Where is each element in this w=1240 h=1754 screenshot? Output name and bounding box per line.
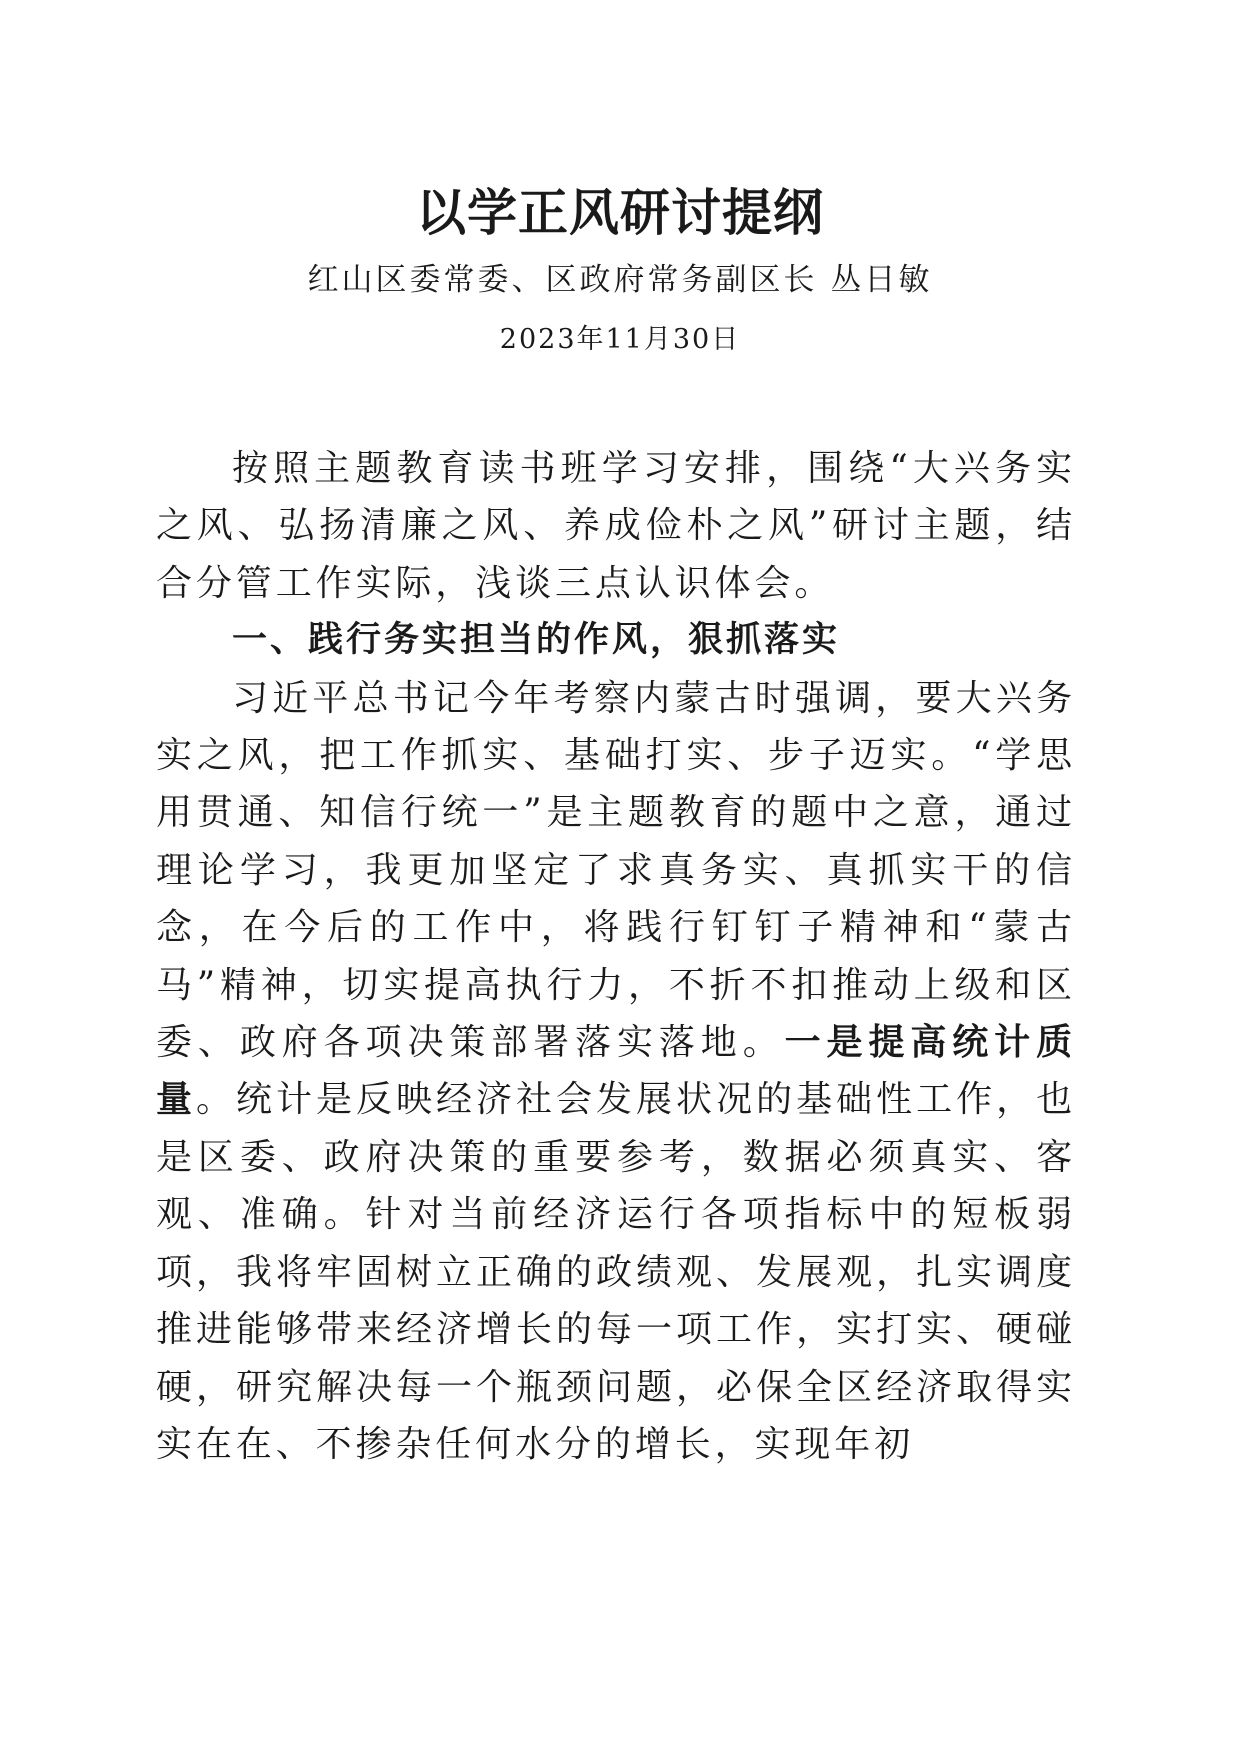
author-line: 红山区委常委、区政府常务副区长 丛日敏 [307,262,933,298]
section-paragraph [156,670,1076,1474]
highlight-point: 一是提高统计质量 [156,1022,1076,1121]
section-heading: 一、践行务实担当的作风，狠抓落实 [232,620,841,661]
document-date: 2023年11月30日 [499,324,741,355]
paragraph-text-continued: 。统计是反映经济社会发展状况的基础性工作，也是区委、政府决策的重要参考，数据必须真实、客观、准确。针对当前经济运行各项指标中的短板弱项，我将牢固树立正确的政绩观、发展观，扎实调度推进能够带来经济增长的每一项工作，实打实、硬碰硬，研究解决每一个瓶颈问题，必保全区经济取得实实在在、不掺杂任何水分的增长，实现年初 [156,1079,1076,1465]
paragraph-text: 习近平总书记今年考察内蒙古时强调，要大兴务实之风，把工作抓实、基础打实、步子迈实。“学思用贯通、知信行统一”是主题教育的题中之意，通过理论学习，我更加坚定了求真务实、真抓实干的信念，在今后的工作中，将践行钉钉子精神和“蒙古马”精神，切实提高执行力，不折不扣推动上级和区委、政府各项决策部署落实落地。 [156,677,1076,1064]
document-title: 以学正风研讨提纲 [416,184,824,242]
intro-paragraph: 按照主题教育读书班学习安排，围绕“大兴务实之风、弘扬清廉之风、养成俭朴之风”研讨主题，结合分管工作实际，浅谈三点认识体会。 [156,448,1076,604]
document-body [156,440,1076,1473]
